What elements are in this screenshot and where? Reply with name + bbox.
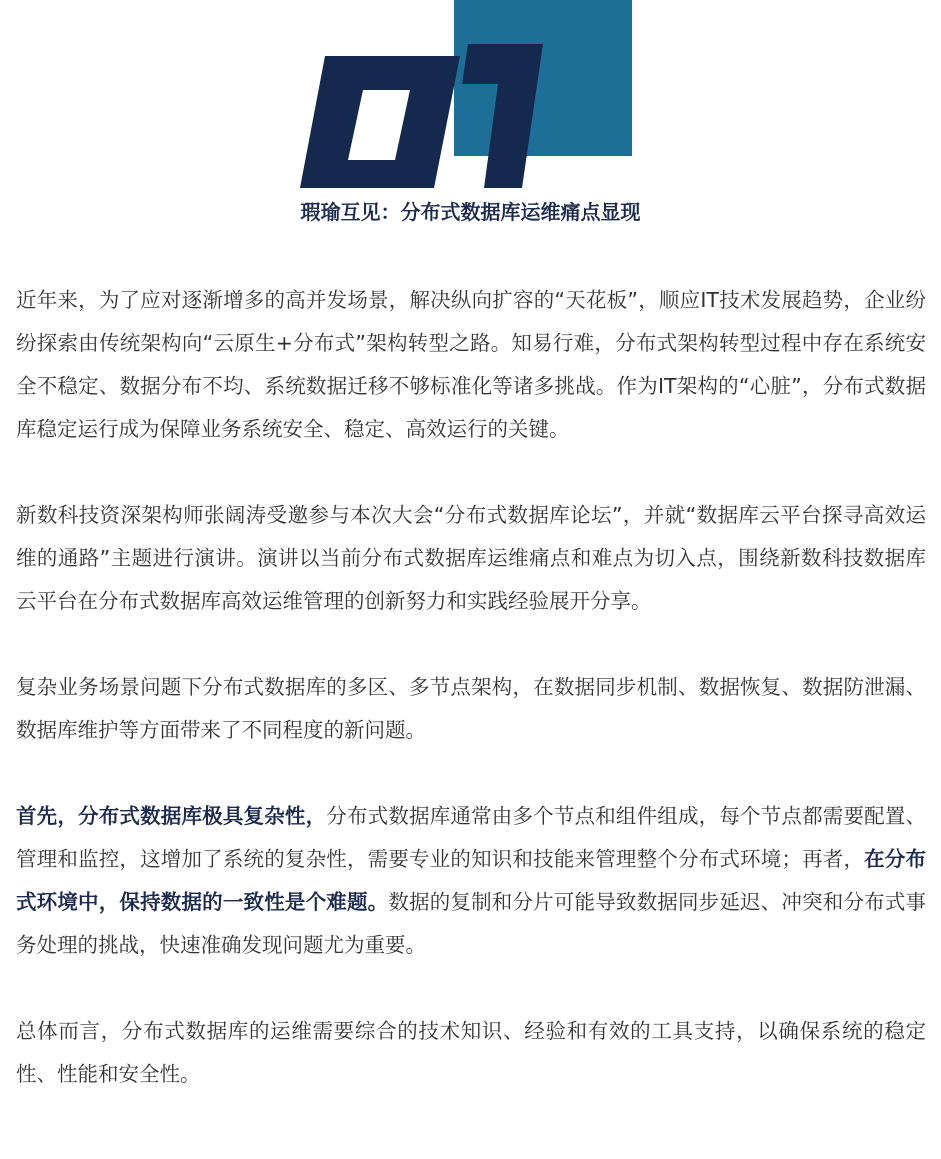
paragraph-text: 近年来，为了应对逐渐增多的高并发场景，解决纵向扩容的“天花板”，顺应IT技术发展趋势，企业纷纷探索由传统架构向“云原生+分布式”架构转型之路。知易行难，分布式架构转型过程中存在系统安全不稳定、数据分布不均、系统数据迁移不够标准化等诸多挑战。作为IT架构的“心脏”，分布式数据库稳定运行成为保障业务系统安全、稳定、高效运行的关键。 [16, 288, 926, 441]
highlight-consistency: 在分布式环境中，保持数据的一致性是个难题。 [16, 847, 926, 914]
digit-zero [300, 56, 460, 188]
paragraph-text: 总体而言，分布式数据库的运维需要综合的技术知识、经验和有效的工具支持，以确保系统的稳定性、性能和安全性。 [16, 1019, 926, 1086]
paragraph-text: 复杂业务场景问题下分布式数据库的多区、多节点架构，在数据同步机制、数据恢复、数据防泄漏、数据库维护等方面带来了不同程度的新问题。 [16, 675, 926, 742]
section-title: 瑕瑜互见：分布式数据库运维痛点显现 [300, 200, 641, 224]
number-01-graphic [300, 0, 640, 200]
hero-banner [0, 0, 941, 200]
paragraph-text: 分布式数据库通常由多个节点和组件组成，每个节点都需要配置、管理和监控，这增加了系统的复杂性，需要专业的知识和技能来管理整个分布式环境；再者， [16, 804, 927, 871]
paragraph-text: 新数科技资深架构师张阔涛受邀参与本次大会“分布式数据库论坛”，并就“数据库云平台探寻高效运维的通路”主题进行演讲。演讲以当前分布式数据库运维痛点和难点为切入点，围绕新数科技数据库云平台在分布式数据库高效运维管理的创新努力和实践经验展开分享。 [16, 503, 926, 613]
paragraph-speaker [16, 494, 926, 623]
paragraph-complexity [16, 795, 926, 967]
paragraph-intro [16, 279, 926, 451]
article-body [16, 279, 926, 1096]
paragraph-problems [16, 666, 926, 752]
paragraph-text: 数据的复制和分片可能导致数据同步延迟、冲突和分布式事务处理的挑战，快速准确发现问题尤为重要。 [16, 890, 927, 957]
paragraph-summary [16, 1010, 926, 1096]
highlight-complexity: 首先，分布式数据库极具复杂性， [16, 804, 327, 828]
